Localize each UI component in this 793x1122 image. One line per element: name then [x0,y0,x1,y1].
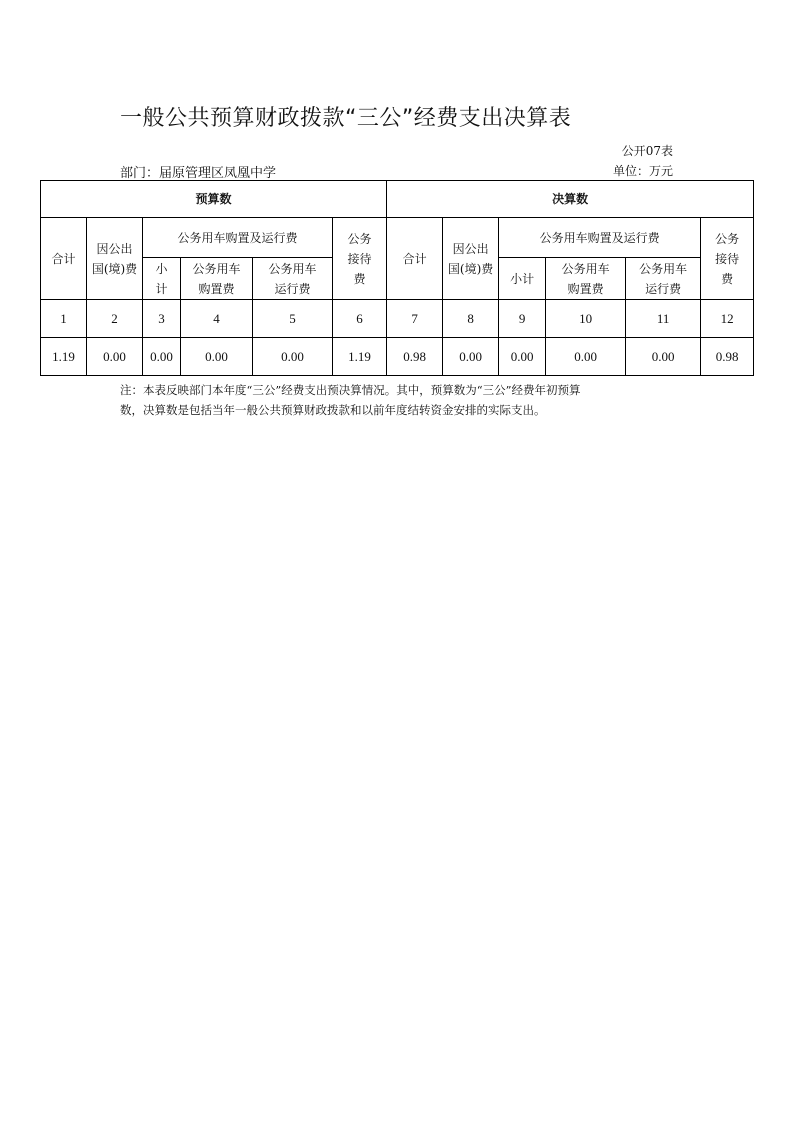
col-number: 7 [387,300,443,338]
value-cell: 0.00 [143,338,181,376]
value-cell: 1.19 [333,338,387,376]
budget-abroad-header: 因公出国(境)费 [87,218,143,300]
value-cell: 0.00 [87,338,143,376]
budget-vehicle-header: 公务用车购置及运行费 [143,218,333,258]
col-number: 9 [499,300,546,338]
col-number: 4 [181,300,253,338]
value-cell: 0.00 [626,338,701,376]
value-row [41,338,754,376]
budget-purchase-header: 公务用车购置费 [181,258,253,300]
page-title: 一般公共预算财政拨款“三公”经费支出决算表 [120,106,572,131]
col-number: 5 [253,300,333,338]
col-number: 6 [333,300,387,338]
value-cell: 1.19 [41,338,87,376]
value-cell: 0.00 [181,338,253,376]
final-reception-header: 公务接待费 [701,218,754,300]
note-line-2: 数，决算数是包括当年一般公共预算财政拨款和以前年度结转资金安排的实际支出。 [120,403,546,417]
form-number: 公开07表 [621,144,673,158]
col-number: 3 [143,300,181,338]
table-note [120,380,680,420]
col-number: 12 [701,300,754,338]
col-number: 2 [87,300,143,338]
value-cell: 0.00 [443,338,499,376]
col-number: 10 [546,300,626,338]
final-purchase-header: 公务用车购置费 [546,258,626,300]
unit-label: 单位：万元 [612,164,673,178]
note-line-1: 注：本表反映部门本年度“三公”经费支出预决算情况。其中，预算数为“三公”经费年初预算 [120,383,581,397]
col-number: 1 [41,300,87,338]
budget-group-header: 预算数 [41,181,387,218]
column-number-row [41,300,754,338]
three-public-expenses-table [40,180,754,376]
department-label: 部门：届原管理区凤凰中学 [120,166,277,181]
budget-operation-header: 公务用车运行费 [253,258,333,300]
final-vehicle-header: 公务用车购置及运行费 [499,218,701,258]
value-cell: 0.00 [253,338,333,376]
value-cell: 0.98 [387,338,443,376]
col-number: 11 [626,300,701,338]
budget-reception-header: 公务接待费 [333,218,387,300]
final-abroad-header: 因公出国(境)费 [443,218,499,300]
value-cell: 0.00 [499,338,546,376]
final-subtotal-header: 小计 [499,258,546,300]
final-operation-header: 公务用车运行费 [626,258,701,300]
value-cell: 0.98 [701,338,754,376]
final-group-header: 决算数 [387,181,754,218]
budget-subtotal-header: 小计 [143,258,181,300]
col-number: 8 [443,300,499,338]
budget-total-header: 合计 [41,218,87,300]
value-cell: 0.00 [546,338,626,376]
final-total-header: 合计 [387,218,443,300]
